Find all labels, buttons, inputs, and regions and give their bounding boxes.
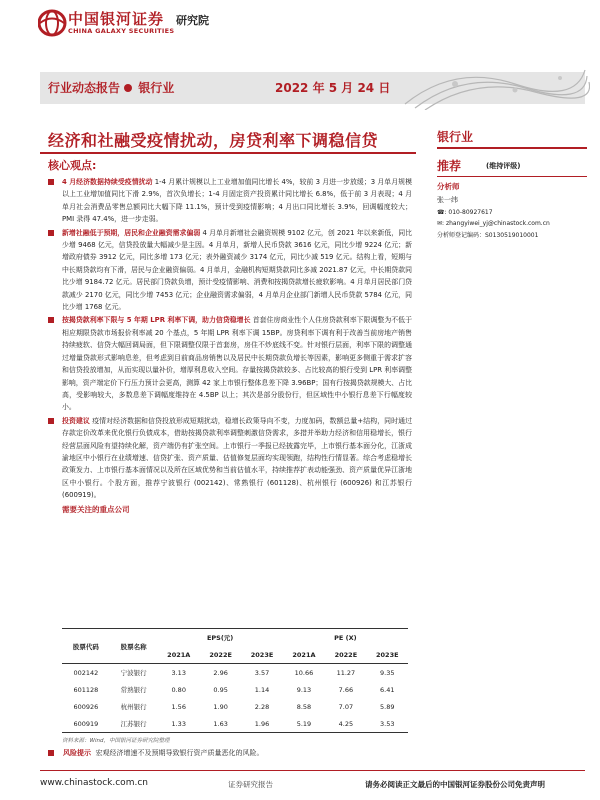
sidebar-divider — [437, 147, 587, 149]
stock-name: 杭州银行 — [120, 703, 147, 711]
risk-warning — [48, 748, 263, 758]
col-header-pe: PE (X) — [334, 633, 357, 642]
bullet-icon — [48, 418, 54, 424]
pe-value: 8.58 — [296, 702, 312, 711]
footer-divider — [40, 770, 585, 771]
sidebar-sector: 银行业 — [437, 130, 474, 144]
bullet-icon — [48, 317, 54, 323]
year-header: 2021A — [167, 650, 191, 659]
table-title-text: 需要关注的重点公司 — [62, 504, 130, 514]
pe-value: 7.07 — [338, 702, 354, 711]
pe-value: 9.13 — [296, 685, 312, 694]
paragraph-text: 疫情对经济数据和信贷投放形成短期扰动，稳增长政策导向不变，力度加码，数额总量+结构，同时通过存款定价改革来优化银行负债成本，借助按揭贷款利率调整刺激信贷需求，多措并举助力经济和信用稳增长，银行经营层面风险有望持续化解，资产端仍有扩张空间。上市银行一季报已经披露完毕，上市银行基本面分化，江浙成渝地区中小银行在业绩增速、信贷扩张、资产质量、估值修复层面均实现领跑，结构性行情显著。综合考虑稳增长政策发力、上市银行基本面情况以及所在区域优势和当前估值水平，持续推荐扩表动能强劲、资产质量优异江浙地区中小银行。个股方面，推荐宁波银行 (002142)、常熟银行 (601128)、杭州银行 (600926) 和江苏银行 (600919)。 — [62, 416, 412, 500]
pe-value: 10.66 — [294, 668, 314, 677]
pe-value: 9.35 — [380, 668, 395, 677]
stock-name: 宁波银行 — [120, 669, 147, 677]
year-header: 2022E — [209, 650, 232, 659]
report-type: 行业动态报告 — [48, 81, 121, 95]
table-title — [40, 504, 412, 516]
brand-name: 中国银河证券 — [68, 10, 165, 28]
eps-value: 3.57 — [254, 668, 270, 677]
col-header-eps: EPS(元) — [206, 634, 234, 642]
analyst-registration: 分析师登记编码：S0130519010001 — [437, 232, 539, 239]
decorative-wave-icon — [395, 64, 590, 110]
eps-value: 0.80 — [171, 685, 186, 694]
stock-code: 002142 — [73, 668, 99, 677]
eps-value: 2.28 — [254, 702, 270, 711]
stock-code: 600926 — [73, 702, 99, 711]
brand-name-en: CHINA GALAXY SECURITIES — [68, 27, 175, 35]
title-divider — [40, 152, 416, 154]
stock-code: 600919 — [73, 719, 99, 728]
year-header: 2023E — [250, 650, 274, 659]
pe-value: 5.19 — [296, 719, 312, 728]
eps-value: 1.90 — [213, 702, 228, 711]
stock-code: 601128 — [73, 685, 99, 694]
paragraph-lead: 投资建议 — [62, 416, 90, 425]
eps-value: 1.63 — [213, 719, 228, 728]
col-header-code: 股票代码 — [72, 642, 99, 651]
year-header: 2022E — [334, 650, 358, 659]
analyst-phone: ☎: 010-80927617 — [437, 209, 493, 216]
report-date: 2022 年 5 月 24 日 — [275, 81, 391, 95]
key-companies-table — [62, 628, 408, 733]
table-row — [62, 698, 408, 715]
paragraph-social-financing — [40, 227, 412, 314]
footer-disclaimer: 请务必阅读正文最后的中国银河证券股份公司免责声明 — [365, 780, 545, 789]
page-title: 经济和社融受疫情扰动，房贷利率下调稳信贷 — [48, 131, 379, 150]
bullet-icon — [48, 179, 54, 185]
paragraph-text: 首套住房商业性个人住房贷款利率下限调整为不低于相应期限贷款市场报价利率减 20 个基点，5 年期 LPR 利率下调 15BP。房贷利率下调有利于改善当前房地产销售持续疲软、信贷大幅回调局面，但下限调整仅限于首套房，房住不炒底线不变。针对银行层面，利率下限的调整通过增量贷款形式影响息差，但考虑到目前商品房销售以及居民中长期贷款负增长等因素，影响更多侧重于需求扩容和信贷投放增加，从而实现以量补价，增厚利息收入空间。存量按揭贷款较多、占比较高的银行受到 LPR 利率调整影响，资产端定价下行压力预计会更高，测算 42 家上市银行整体息差下降 3.96BP；国有行按揭贷款规模大、占比高，受影响较大，多数息差下调幅度维持在 4.5BP 以上；其次是部分股份行，但区域性中小银行息差下行幅度较小。 — [62, 316, 412, 412]
eps-value: 1.96 — [254, 719, 270, 728]
table-header-row — [62, 629, 408, 647]
pe-value: 5.89 — [380, 702, 395, 711]
paragraph-text: 4 月单月新增社会融资规模 9102 亿元，创 2021 年以来新低，同比少增 9468 亿元，信贷投放量大幅减少是主因。4 月单月，新增人民币贷款 3616 亿元，同比少增 9224 亿元；新增政府债券 3912 亿元，同比多增 173 亿元；表外融资减少 3174 亿元，同比少减 519 亿元。结构上看，短期与中长期贷款均有下滑，居民与企业融资偏弱。4 月单月，金融机构短期贷款同比多减 2021.87 亿元，中长期贷款同比少增 9184.72 亿元。居民部门贷款负增，预计受疫情影响、消费和按揭贷款增长疲软影响。4 月单月居民部门贷款减少 2170 亿元，同比少增 7453 亿元；企业融资需求偏弱，4 月单月企业部门新增人民币贷款 5784 亿元，同比少增 1768 亿元。 — [62, 228, 412, 312]
bullet-icon — [48, 750, 54, 756]
stock-name: 常熟银行 — [120, 686, 147, 694]
institute-name: 研究院 — [176, 14, 209, 27]
paragraph-investment-advice — [40, 415, 412, 502]
rating-status: (维持评级) — [486, 162, 521, 170]
year-header: 2021A — [292, 650, 316, 659]
col-header-name: 股票名称 — [120, 642, 147, 651]
table-row — [62, 664, 408, 682]
analyst-label: 分析师 — [437, 182, 460, 191]
paragraph-economy — [40, 176, 412, 226]
separator-dot-icon — [124, 84, 132, 92]
table-source: 资料来源：Wind，中国银河证券研究院整理 — [62, 738, 170, 744]
year-header: 2023E — [376, 650, 399, 659]
paragraph-mortgage-rate — [40, 314, 412, 413]
eps-value: 1.14 — [254, 685, 270, 694]
pe-value: 3.53 — [380, 719, 395, 728]
risk-text: 宏观经济增速不及预期导致银行资产质量恶化的风险。 — [95, 749, 264, 757]
main-content — [40, 176, 412, 516]
risk-label: 风险提示 — [63, 749, 91, 757]
report-type-line — [48, 79, 174, 96]
stock-name: 江苏银行 — [120, 720, 147, 728]
paragraph-lead: 按揭贷款利率下限与 5 年期 LPR 利率下调，助力信贷稳增长 — [62, 316, 251, 325]
sidebar-divider — [437, 176, 587, 177]
footer-doc-type: 证券研究报告 — [228, 780, 273, 789]
pe-value: 7.66 — [338, 685, 354, 694]
eps-value: 2.96 — [213, 668, 228, 677]
paragraph-lead: 4 月经济数据持续受疫情扰动 — [62, 178, 153, 186]
eps-value: 1.33 — [171, 719, 186, 728]
rating-recommend: 推荐 — [437, 159, 462, 173]
pe-value: 4.25 — [338, 719, 354, 728]
paragraph-text: 1-4 月累计规模以上工业增加值同比增长 4%，较前 3 月进一步放缓；3 月单月规模以上工业增加值同比下滑 2.9%，首次负增长；1-4 月固定资产投资累计同比增长 6.8%，低于前 3 月表现；4 月单月社会消费品零售总额同比大幅下降 11.1%，预计受到疫情影响；4 月出口同比增长 3.9%，回调幅度较大；PMI 录得 47.4%，进一步走弱。 — [62, 178, 413, 224]
eps-value: 3.13 — [171, 668, 186, 677]
bullet-icon — [48, 230, 54, 236]
sector-label: 银行业 — [138, 81, 175, 95]
pe-value: 11.27 — [336, 668, 356, 677]
core-views-heading: 核心观点: — [48, 159, 97, 172]
table-row — [62, 681, 408, 698]
pe-value: 6.41 — [380, 685, 395, 694]
eps-value: 1.56 — [171, 702, 186, 711]
analyst-name: 张一纬 — [437, 196, 458, 204]
analyst-email[interactable]: ✉: zhangyiwei_yj@chinastock.com.cn — [437, 220, 550, 227]
table-row — [62, 715, 408, 733]
paragraph-lead: 新增社融低于预期，居民和企业融资需求偏弱 — [62, 228, 201, 237]
footer-url[interactable]: www.chinastock.com.cn — [40, 778, 148, 788]
eps-value: 0.95 — [213, 685, 228, 694]
